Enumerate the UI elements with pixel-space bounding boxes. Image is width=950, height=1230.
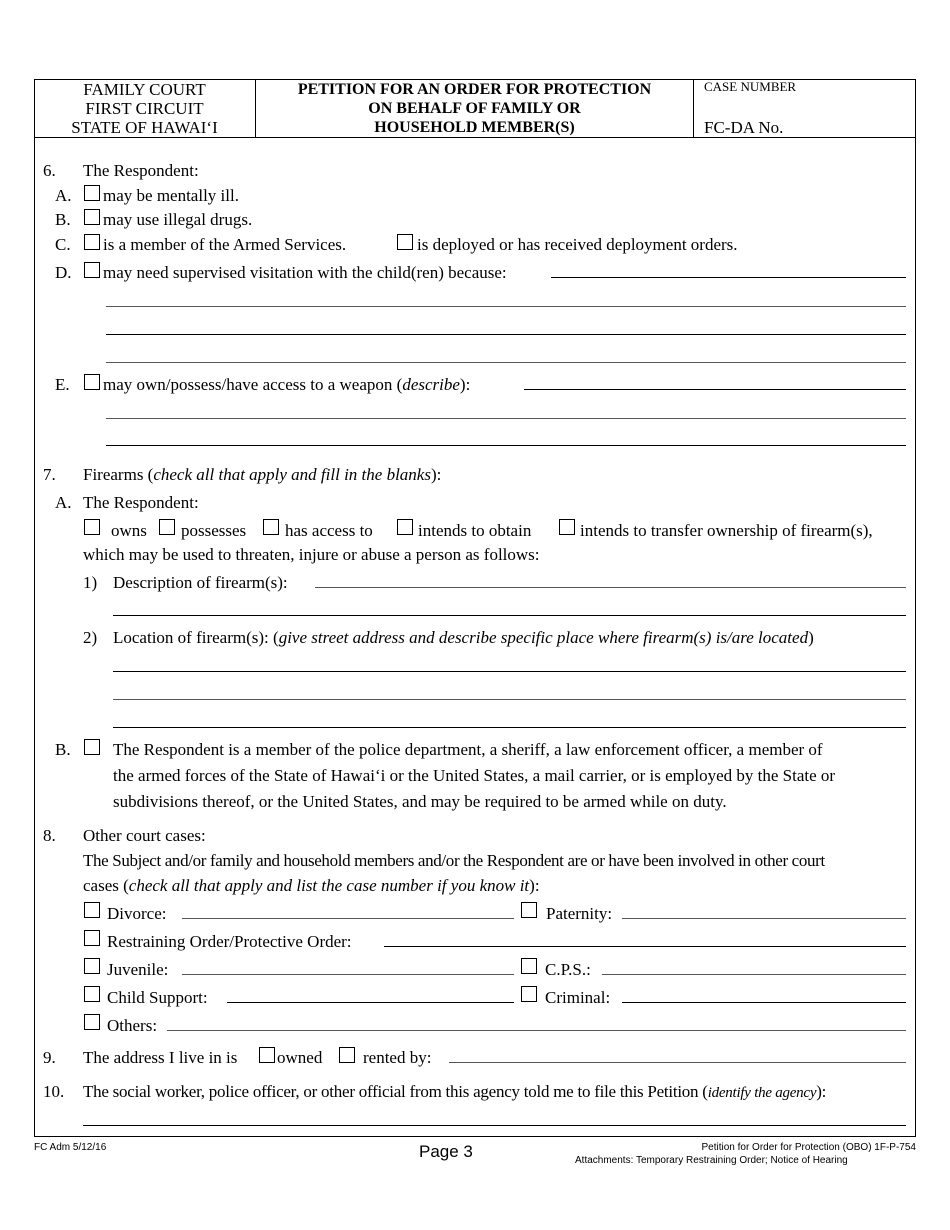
s10-number: 10.: [43, 1082, 65, 1101]
s9-text: The address I live in is: [83, 1048, 238, 1067]
s6-b-checkbox[interactable]: [84, 209, 100, 225]
s7-b-line-2: the armed forces of the State of Hawai‘i or the United States, a mail carrier, or is employed by the State or: [113, 766, 836, 785]
s6-e-line-2[interactable]: [106, 418, 906, 419]
s6-d-line-1[interactable]: [551, 277, 906, 278]
s7-owns-checkbox[interactable]: [84, 519, 100, 535]
s7-desc-line-1[interactable]: [315, 587, 906, 588]
s8-title: Other court cases:: [83, 826, 206, 845]
s8-paternity-line[interactable]: [622, 918, 906, 919]
s8-juvenile-label: Juvenile:: [107, 960, 169, 979]
s7-desc-line-2[interactable]: [113, 615, 906, 616]
s8-child-support-checkbox[interactable]: [84, 986, 100, 1002]
page-number: Page 3: [419, 1142, 473, 1161]
case-number-block: [694, 79, 914, 137]
case-number-label: CASE NUMBER: [704, 79, 797, 94]
s8-line-2: cases (check all that apply and list the case number if you know it):: [83, 876, 540, 895]
s7-access-checkbox[interactable]: [263, 519, 279, 535]
s8-criminal-line[interactable]: [622, 1002, 906, 1003]
s8-criminal-label: Criminal:: [545, 988, 611, 1007]
s7-loc-line-1[interactable]: [113, 671, 906, 672]
s6-d-letter: D.: [55, 263, 72, 282]
s7-transfer-text: intends to transfer ownership of firearm(s),: [580, 521, 873, 540]
s8-criminal-checkbox[interactable]: [521, 986, 537, 1002]
s6-d-line-3[interactable]: [106, 334, 906, 335]
s6-c-deployed-checkbox[interactable]: [397, 234, 413, 250]
s9-rented-checkbox[interactable]: [339, 1047, 355, 1063]
s7-title: Firearms (check all that apply and fill in the blanks):: [83, 465, 442, 484]
court-line-3: STATE OF HAWAI‘I: [71, 118, 218, 137]
s8-divorce-label: Divorce:: [107, 904, 167, 923]
s8-restraining-checkbox[interactable]: [84, 930, 100, 946]
s7-loc-line-2[interactable]: [113, 699, 906, 700]
s7-b-checkbox[interactable]: [84, 739, 100, 755]
case-number-field[interactable]: FC-DA No.: [704, 118, 784, 137]
s6-a-text: may be mentally ill.: [103, 186, 239, 205]
s7-a-letter: A.: [55, 493, 72, 512]
s7-transfer-checkbox[interactable]: [559, 519, 575, 535]
s7-a-title: The Respondent:: [83, 493, 199, 512]
s9-owned-checkbox[interactable]: [259, 1047, 275, 1063]
s6-d-checkbox[interactable]: [84, 262, 100, 278]
title-block: [256, 79, 694, 137]
s6-d-text: may need supervised visitation with the child(ren) because:: [103, 263, 507, 282]
title-line-1: PETITION FOR AN ORDER FOR PROTECTION: [297, 81, 652, 98]
s8-divorce-line[interactable]: [182, 918, 514, 919]
s8-restraining-line[interactable]: [384, 946, 906, 947]
s6-e-checkbox[interactable]: [84, 374, 100, 390]
s8-cps-label: C.P.S.:: [545, 960, 591, 979]
s6-d-line-4[interactable]: [106, 362, 906, 363]
s8-cps-line[interactable]: [602, 974, 906, 975]
s8-paternity-checkbox[interactable]: [521, 902, 537, 918]
s8-number: 8.: [43, 826, 56, 845]
s6-number: 6.: [43, 161, 56, 180]
footer-form-id: FC Adm 5/12/16: [34, 1142, 107, 1153]
s6-b-text: may use illegal drugs.: [103, 210, 253, 229]
s6-d-line-2[interactable]: [106, 306, 906, 307]
s7-number: 7.: [43, 465, 56, 484]
s10-agency-line[interactable]: [83, 1125, 906, 1126]
court-line-1: FAMILY COURT: [83, 80, 206, 99]
s8-child-support-line[interactable]: [227, 1002, 514, 1003]
court-line-2: FIRST CIRCUIT: [85, 99, 204, 118]
s6-e-line-3[interactable]: [106, 445, 906, 446]
title-line-2: ON BEHALF OF FAMILY OR: [368, 100, 581, 117]
s9-owned-label: owned: [277, 1048, 323, 1067]
s8-divorce-checkbox[interactable]: [84, 902, 100, 918]
s8-restraining-label: Restraining Order/Protective Order:: [107, 932, 352, 951]
s7-possesses-text: possesses: [181, 521, 247, 540]
footer-attachments: Attachments: Temporary Restraining Order; Notice of Hearing: [575, 1155, 848, 1166]
s9-rented-by-line[interactable]: [449, 1062, 906, 1063]
s6-c-armed-checkbox[interactable]: [84, 234, 100, 250]
s7-b-line-3: subdivisions thereof, or the United States, and may be required to be armed while on duty.: [113, 792, 727, 811]
s8-juvenile-line[interactable]: [182, 974, 514, 975]
s6-c-armed-text: is a member of the Armed Services.: [103, 235, 347, 254]
s9-number: 9.: [43, 1048, 56, 1067]
s7-b-line-1: The Respondent is a member of the police department, a sheriff, a law enforcement officer, a member of: [113, 740, 823, 759]
s7-obtain-checkbox[interactable]: [397, 519, 413, 535]
s7-loc-line-3[interactable]: [113, 727, 906, 728]
s10-text: The social worker, police officer, or other official from this agency told me to file this Petition (identify the agency):: [83, 1082, 827, 1101]
title-line-3: HOUSEHOLD MEMBER(S): [374, 119, 575, 136]
s8-others-checkbox[interactable]: [84, 1014, 100, 1030]
s8-child-support-label: Child Support:: [107, 988, 208, 1007]
s7-loc-label: Location of firearm(s): (give street address and describe specific place where firearm(s) is/are located): [113, 628, 814, 647]
s6-e-line-1[interactable]: [524, 389, 906, 390]
s9-rented-label: rented by:: [363, 1048, 432, 1067]
s8-others-line[interactable]: [167, 1030, 906, 1031]
s7-possesses-checkbox[interactable]: [159, 519, 175, 535]
s7-obtain-text: intends to obtain: [418, 521, 532, 540]
s6-title: The Respondent:: [83, 161, 199, 180]
s8-line-1: The Subject and/or family and household members and/or the Respondent are or have been involved in other court: [83, 851, 825, 870]
court-block: [34, 79, 256, 137]
footer-petition-title: Petition for Order for Protection (OBO) 1F-P-754: [701, 1142, 916, 1153]
s6-e-letter: E.: [55, 375, 70, 394]
s7-access-text: has access to: [285, 521, 373, 540]
s6-c-deployed-text: is deployed or has received deployment orders.: [417, 235, 738, 254]
s6-e-text: may own/possess/have access to a weapon (describe):: [103, 375, 471, 394]
form-header: [34, 79, 916, 138]
s7-desc-label: Description of firearm(s):: [113, 573, 288, 592]
s7-owns-text: owns: [111, 521, 147, 540]
s6-b-letter: B.: [55, 210, 71, 229]
s7-b-letter: B.: [55, 740, 71, 759]
s8-paternity-label: Paternity:: [546, 904, 613, 923]
s7-desc-number: 1): [83, 573, 98, 592]
s7-a-continuation: which may be used to threaten, injure or abuse a person as follows:: [83, 545, 540, 564]
s6-a-letter: A.: [55, 186, 72, 205]
s7-loc-number: 2): [83, 628, 98, 647]
s8-others-label: Others:: [107, 1016, 158, 1035]
s6-c-letter: C.: [55, 235, 71, 254]
s8-juvenile-checkbox[interactable]: [84, 958, 100, 974]
s6-a-checkbox[interactable]: [84, 185, 100, 201]
s8-cps-checkbox[interactable]: [521, 958, 537, 974]
